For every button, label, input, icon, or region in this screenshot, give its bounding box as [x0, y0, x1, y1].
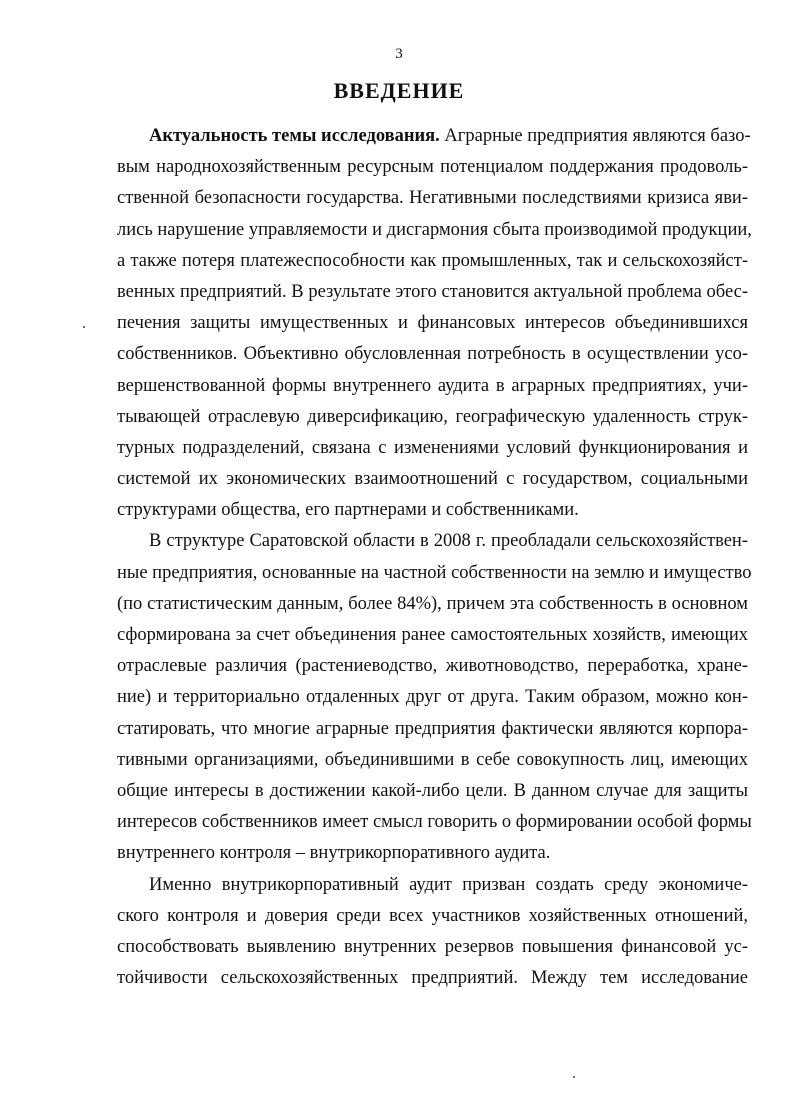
- page-number: 3: [395, 46, 403, 62]
- text-line: а также потеря платежеспособности как промышленных, так и сельскохозяйст-: [117, 250, 748, 271]
- text-line: венных предприятий. В результате этого становится актуальной проблема обес-: [117, 281, 748, 302]
- text-line: внутреннего контроля – внутрикорпоративного аудита.: [117, 843, 551, 864]
- text-line: турных подразделений, связана с изменениями условий функционирования и: [117, 437, 748, 458]
- document-body: [117, 121, 752, 994]
- text-line: тивными организациями, объединившими в себе совокупность лиц, имеющих: [117, 749, 748, 770]
- text-line: интересов собственников имеет смысл говорить о формировании особой формы: [117, 812, 752, 833]
- text-line: вым народнохозяйственным ресурсным потенциалом поддержания продоволь-: [117, 157, 748, 178]
- text-line: ского контроля и доверия среди всех участников хозяйственных отношений,: [117, 905, 748, 926]
- text-line: ственной безопасности государства. Негативными последствиями кризиса яви-: [117, 188, 748, 209]
- page-title: ВВЕДЕНИЕ: [333, 78, 465, 103]
- text-line: вершенствованной формы внутреннего аудита в аграрных предприятиях, учи-: [117, 375, 748, 396]
- text-line: В структуре Саратовской области в 2008 г. преобладали сельскохозяйствен-: [149, 531, 748, 552]
- paragraph-lead: Актуальность темы исследования.: [149, 126, 440, 146]
- text-line: Актуальность темы исследования. Аграрные предприятия являются базо-: [149, 126, 751, 146]
- text-line: собственников. Объективно обусловленная потребность в осуществлении усо-: [117, 344, 748, 365]
- text-line: статировать, что многие аграрные предприятия фактически являются корпора-: [117, 718, 748, 739]
- text-line: печения защиты имущественных и финансовых интересов объединившихся: [117, 313, 748, 334]
- text-line: ные предприятия, основанные на частной собственности на землю и имущество: [117, 562, 752, 583]
- text-line: отраслевые различия (растениеводство, животноводство, переработка, хране-: [117, 656, 748, 677]
- text-line: тойчивости сельскохозяйственных предприятий. Между тем исследование: [117, 968, 748, 989]
- text-line: тывающей отраслевую диверсификацию, географическую удаленность струк-: [117, 406, 748, 427]
- text-line: общие интересы в достижении какой-либо цели. В данном случае для защиты: [117, 780, 748, 801]
- text-line: структурами общества, его партнерами и собственниками.: [117, 500, 579, 521]
- text-line: ние) и территориально отдаленных друг от друга. Таким образом, можно кон-: [117, 687, 748, 708]
- scan-speck: [573, 1076, 575, 1078]
- text-line: (по статистическим данным, более 84%), причем эта собственность в основном: [117, 593, 748, 614]
- text-line: сформирована за счет объединения ранее самостоятельных хозяйств, имеющих: [117, 625, 748, 645]
- text-line: способствовать выявлению внутренних резервов повышения финансовой ус-: [117, 936, 748, 957]
- scan-speck: [83, 326, 85, 328]
- text-line: Именно внутрикорпоративный аудит призван создать среду экономиче-: [149, 874, 748, 895]
- text-line: лись нарушение управляемости и дисгармония сбыта производимой продукции,: [117, 219, 752, 240]
- text-line: системой их экономических взаимоотношений с государством, социальными: [117, 469, 748, 490]
